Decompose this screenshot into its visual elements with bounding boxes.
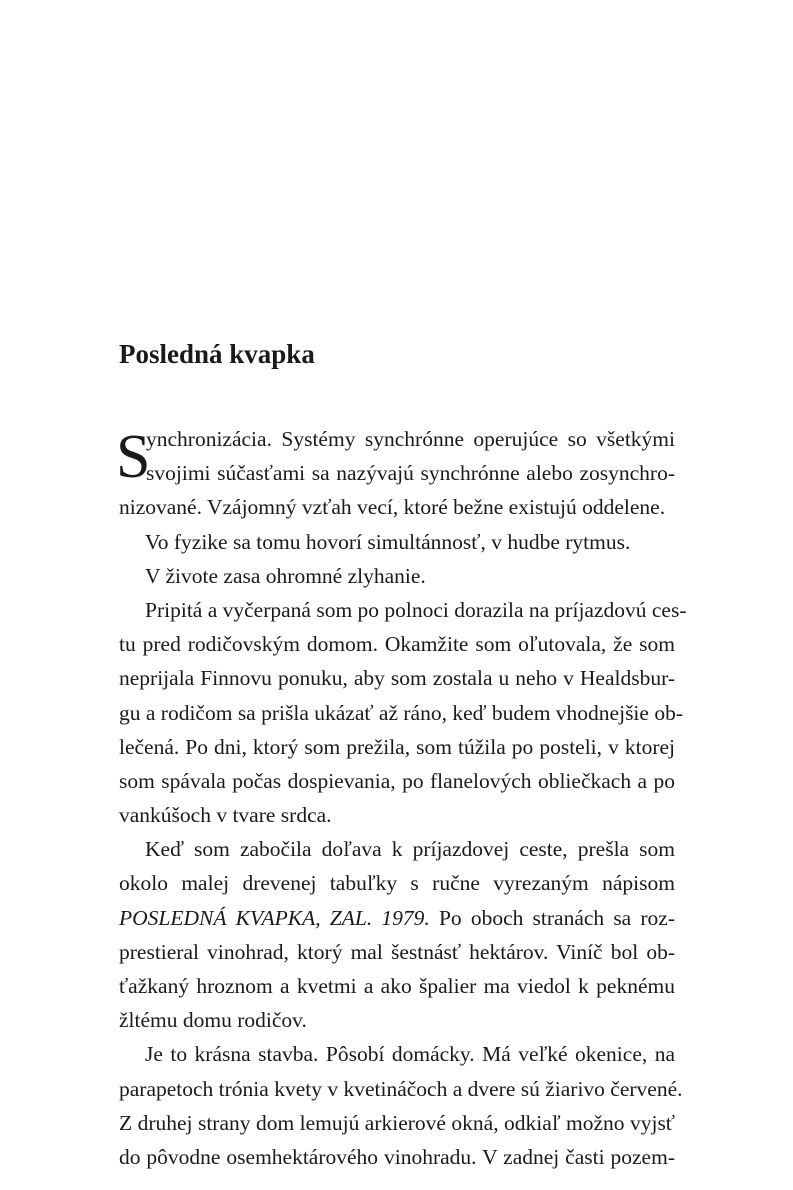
text-line: tu pred rodičovským domom. Okamžite som oľutovala, že som bbox=[119, 632, 675, 657]
chapter-title: Posledná kvapka bbox=[119, 339, 315, 369]
text-line: Pripitá a vyčerpaná som po polnoci dorazila na príjazdovú ces- bbox=[145, 597, 687, 622]
text-line-with-sign bbox=[119, 901, 675, 935]
text-line: lečená. Po dni, ktorý som prežila, som túžila po posteli, v ktorej bbox=[119, 734, 675, 759]
text-line: Z druhej strany dom lemujú arkierové okná, odkiaľ možno vyjsť bbox=[119, 1110, 675, 1135]
chapter-body bbox=[116, 422, 687, 1174]
text-line: vankúšoch v tvare srdca. bbox=[119, 803, 332, 828]
text-line: prestieral vinohrad, ktorý mal šestnásť hektárov. Viníč bol ob- bbox=[119, 939, 675, 964]
sign-inscription: POSLEDNÁ KVAPKA, ZAL. 1979. bbox=[119, 905, 430, 930]
opening-paragraph bbox=[116, 422, 675, 525]
text-line: ťažkaný hroznom a kvetmi a ako špalier ma viedol k peknému bbox=[119, 974, 675, 998]
text-line: V živote zasa ohromné zlyhanie. bbox=[145, 563, 426, 588]
text-line: neprijala Finnovu ponuku, aby som zostala u neho v Healdsbur- bbox=[119, 666, 675, 691]
text-line: som spávala počas dospievania, po flanelových obliečkach a po bbox=[119, 768, 675, 793]
text-line: gu a rodičom sa prišla ukázať až ráno, keď budem vhodnejšie ob- bbox=[119, 700, 683, 725]
drop-cap: S bbox=[116, 423, 151, 491]
text-line: parapetoch trónia kvety v kvetináčoch a dvere sú žiarivo červené. bbox=[119, 1076, 683, 1101]
text-line: Je to krásna stavba. Pôsobí domácky. Má veľké okenice, na bbox=[145, 1042, 675, 1067]
text-line: nizované. Vzájomný vzťah vecí, ktoré bežne existujú oddelene. bbox=[119, 495, 666, 520]
text-line: okolo malej drevenej tabuľky s ručne vyrezaným nápisom bbox=[119, 871, 675, 896]
text-line: Keď som zabočila doľava k príjazdovej ceste, prešla som bbox=[145, 837, 675, 862]
text-line: žltému domu rodičov. bbox=[119, 1008, 307, 1033]
text-line: do pôvodne osemhektárového vinohradu. V zadnej časti pozem- bbox=[119, 1144, 675, 1169]
text-line: Vo fyzike sa tomu hovorí simultánnosť, v hudbe rytmus. bbox=[145, 529, 631, 554]
text-line: svojimi súčasťami sa nazývajú synchrónne alebo zosynchro- bbox=[146, 461, 675, 486]
text-line: ynchronizácia. Systémy synchrónne operujúce so všetkými bbox=[146, 427, 675, 451]
text-fragment: Po oboch stranách sa roz- bbox=[438, 905, 676, 930]
